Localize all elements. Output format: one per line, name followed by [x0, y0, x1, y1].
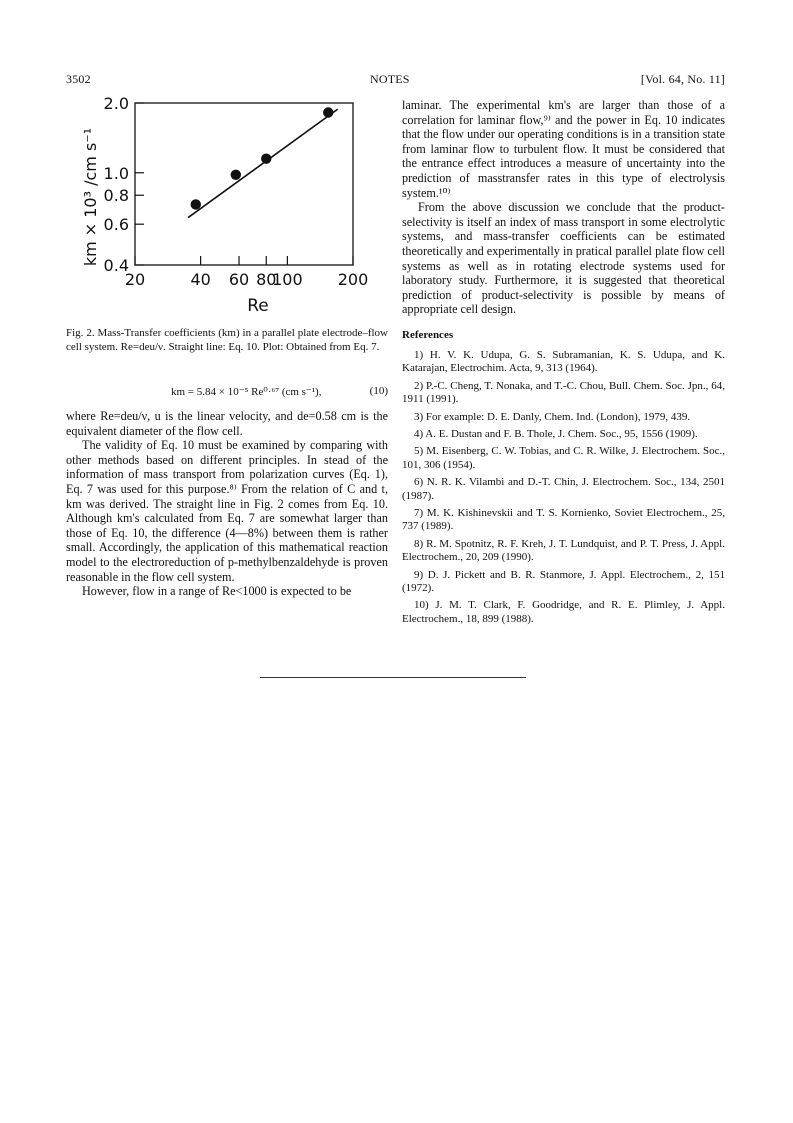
y-tick-label: 0.4 [103, 256, 129, 275]
y-tick-label: 0.6 [103, 215, 129, 235]
reference-item: 1) H. V. K. Udupa, G. S. Subramanian, K. S. Udupa, and K. Katarajan, Electrochim. Acta, 9, 313 (1964). [402, 348, 725, 375]
reference-item: 10) J. M. T. Clark, F. Goodridge, and R. E. Plimley, J. Appl. Electrochem., 18, 899 (1988). [402, 599, 725, 625]
reference-item: 4) A. E. Dustan and F. B. Thole, J. Chem. Soc., 95, 1556 (1909). [414, 427, 698, 440]
references-heading: References [402, 328, 454, 341]
figure-caption: Fig. 2. Mass-Transfer coefficients (km) in a parallel plate electrode–flow cell system. Re=deu/ν. Straight line: Eq. 10. Plot: Obtained from Eq. 7. [66, 327, 388, 353]
data-point [261, 154, 271, 164]
body-paragraph: However, flow in a range of Re<1000 is expected to be [82, 584, 352, 599]
section-title: NOTES [370, 72, 410, 86]
reference-item: 2) P.-C. Cheng, T. Nonaka, and T.-C. Chou, Bull. Chem. Soc. Jpn., 64, 1911 (1991). [402, 379, 725, 406]
reference-item: 5) M. Eisenberg, C. W. Tobias, and C. R. Wilke, J. Electrochem. Soc., 101, 306 (1954). [402, 445, 725, 471]
reference-list [402, 349, 725, 626]
equation-10 [66, 385, 388, 401]
data-point [231, 170, 241, 180]
reference-item: 6) N. R. K. Vilambi and D.-T. Chin, J. Electrochem. Soc., 134, 2501 (1987). [402, 476, 725, 502]
y-tick-label: 2.0 [103, 95, 129, 113]
y-tick-label: 0.8 [103, 186, 129, 206]
reference-item: 9) D. J. Pickett and B. R. Stanmore, J. Appl. Electrochem., 2, 151 (1972). [402, 568, 725, 594]
data-point [323, 107, 333, 117]
reference-item: 8) R. M. Spotnitz, R. F. Kreh, J. T. Lundquist, and P. T. Press, J. Appl. Electrochem., 20, 209 (1990). [402, 537, 725, 564]
reference-item: 3) For example: D. E. Danly, Chem. Ind. (London), 1979, 439. [414, 410, 691, 423]
x-tick-label: 200 [337, 270, 369, 289]
body-paragraph: From the above discussion we conclude that the product-selectivity is itself an index of mass transport in some electrolytic systems, and mass-transfer coefficients can be estimated theoretically and experimentally in pratical parallel plate flow cell systems as well as in rotating electrode systems used for laboratory study. Furthermore, it is suggested that theoretical prediction of product-selectivity is possible by means of appropriate cell design. [402, 200, 725, 317]
fit-line [188, 109, 338, 217]
x-tick-label: 20 [124, 270, 146, 289]
plot-frame [135, 103, 353, 265]
right-column [402, 98, 725, 630]
page-number: 3502 [66, 72, 91, 86]
reference-item: 7) M. K. Kishinevskii and T. S. Kornienko, Soviet Electrochem., 25, 737 (1989). [402, 506, 725, 533]
x-axis-label: Re [247, 296, 269, 316]
y-tick-label: 1.0 [103, 163, 129, 183]
end-rule [260, 677, 526, 678]
equation-number: (10) [369, 385, 388, 397]
x-tick-label: 40 [190, 270, 211, 289]
x-tick-label: 60 [228, 270, 250, 289]
x-tick-label: 100 [272, 270, 303, 289]
y-axis-label: km × 10³ /cm s⁻¹ [81, 127, 100, 267]
figure-2-chart [70, 95, 390, 320]
body-paragraph: laminar. The experimental km's are larger than those of a correlation for laminar flow,⁹⁾ and the power in Eq. 10 indicates that the flow under our operating conditions is in a transition state from laminar flow to turbulent flow. It must be considered that the entrance effect introduces a measure of uncertainty into the prediction of masstransfer rates in this type of electrolysis system.¹⁰⁾ [402, 98, 725, 200]
body-paragraph: The validity of Eq. 10 must be examined by comparing with other methods based on different principles. In stead of the information of mass transport from polarization curves (Eq. 1), Eq. 7 was used for this purpose.⁸⁾ From the relation of C and t, km was derived. The straight line in Fig. 2 comes from Eq. 10. Although km's calculated from Eq. 7 are somewhat larger than those of Eq. 10, the difference (4—8%) between them is rather small. Accordingly, the application of this mathematical reaction model to the electroreduction of p-methylbenzaldehyde is proven reasonable in the flow cell system. [66, 438, 388, 584]
left-column [66, 327, 388, 599]
data-point [191, 199, 201, 209]
volume-info: [Vol. 64, No. 11] [640, 72, 725, 86]
equation-text: km = 5.84 × 10⁻⁵ Re⁰·⁶⁷ (cm s⁻¹), [171, 386, 322, 398]
body-paragraph: where Re=deu/ν, u is the linear velocity, and de=0.58 cm is the equivalent diameter of the flow cell. [66, 409, 388, 438]
x-tick-label: 80 [256, 270, 277, 289]
